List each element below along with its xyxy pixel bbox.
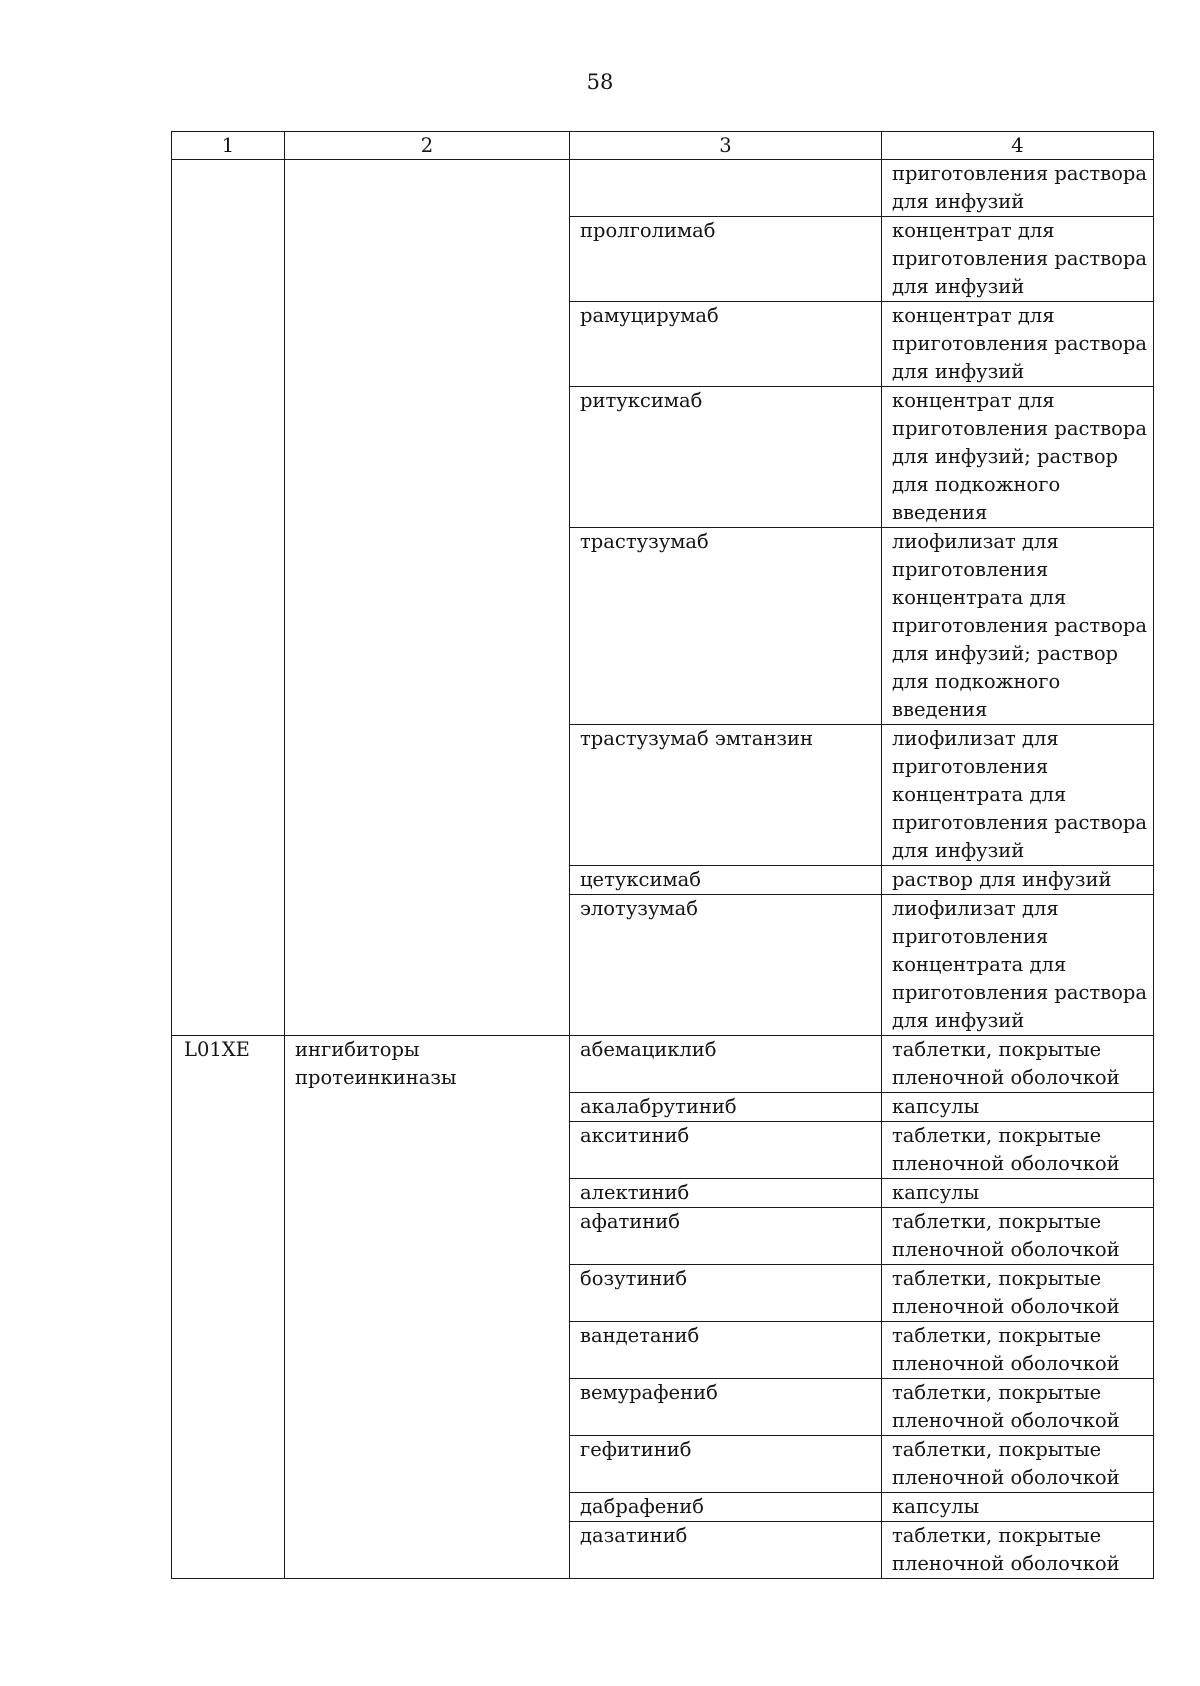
drug-name: дазатиниб	[570, 1522, 882, 1579]
table-header-row	[172, 132, 1154, 160]
dosage-form: концентрат для приготовления раствора для инфузий	[882, 217, 1154, 302]
dosage-form: таблетки, покрытые пленочной оболочкой	[882, 1036, 1154, 1093]
dosage-form: таблетки, покрытые пленочной оболочкой	[882, 1379, 1154, 1436]
drug-name: трастузумаб	[570, 528, 882, 725]
drug-name: рамуцирумаб	[570, 302, 882, 387]
drug-name: пролголимаб	[570, 217, 882, 302]
dosage-form: лиофилизат для приготовления концентрата для приготовления раствора для инфузий; раствор для подкожного введения	[882, 528, 1154, 725]
drug-table	[171, 131, 1154, 1579]
drug-name: абемациклиб	[570, 1036, 882, 1093]
group-name: ингибиторы протеинкиназы	[285, 1036, 570, 1579]
dosage-form: таблетки, покрытые пленочной оболочкой	[882, 1322, 1154, 1379]
atc-code: L01XE	[172, 1036, 285, 1579]
dosage-form: таблетки, покрытые пленочной оболочкой	[882, 1265, 1154, 1322]
dosage-form: раствор для инфузий	[882, 866, 1154, 895]
dosage-form: концентрат для приготовления раствора для инфузий; раствор для подкожного введения	[882, 387, 1154, 528]
drug-name: трастузумаб эмтанзин	[570, 725, 882, 866]
drug-name: бозутиниб	[570, 1265, 882, 1322]
dosage-form: лиофилизат для приготовления концентрата для приготовления раствора для инфузий	[882, 895, 1154, 1036]
dosage-form: таблетки, покрытые пленочной оболочкой	[882, 1122, 1154, 1179]
drug-name: элотузумаб	[570, 895, 882, 1036]
dosage-form: лиофилизат для приготовления концентрата для приготовления раствора для инфузий	[882, 725, 1154, 866]
drug-name	[570, 160, 882, 217]
dosage-form: таблетки, покрытые пленочной оболочкой	[882, 1436, 1154, 1493]
drug-name: дабрафениб	[570, 1493, 882, 1522]
dosage-form: приготовления раствора для инфузий	[882, 160, 1154, 217]
page-number: 58	[586, 70, 614, 94]
drug-name: алектиниб	[570, 1179, 882, 1208]
dosage-form: таблетки, покрытые пленочной оболочкой	[882, 1522, 1154, 1579]
code-cell-empty	[172, 160, 285, 1036]
drug-name: вандетаниб	[570, 1322, 882, 1379]
column-header-2: 2	[285, 132, 570, 160]
drug-name: цетуксимаб	[570, 866, 882, 895]
drug-name: ритуксимаб	[570, 387, 882, 528]
column-header-3: 3	[570, 132, 882, 160]
drug-name: гефитиниб	[570, 1436, 882, 1493]
drug-name: афатиниб	[570, 1208, 882, 1265]
group-cell-empty	[285, 160, 570, 1036]
dosage-form: капсулы	[882, 1093, 1154, 1122]
column-header-4: 4	[882, 132, 1154, 160]
drug-name: вемурафениб	[570, 1379, 882, 1436]
drug-name: акалабрутиниб	[570, 1093, 882, 1122]
column-header-1: 1	[172, 132, 285, 160]
dosage-form: капсулы	[882, 1179, 1154, 1208]
dosage-form: таблетки, покрытые пленочной оболочкой	[882, 1208, 1154, 1265]
dosage-form: концентрат для приготовления раствора для инфузий	[882, 302, 1154, 387]
drug-name: акситиниб	[570, 1122, 882, 1179]
table-row	[172, 160, 1154, 217]
table-row	[172, 1036, 1154, 1093]
dosage-form: капсулы	[882, 1493, 1154, 1522]
